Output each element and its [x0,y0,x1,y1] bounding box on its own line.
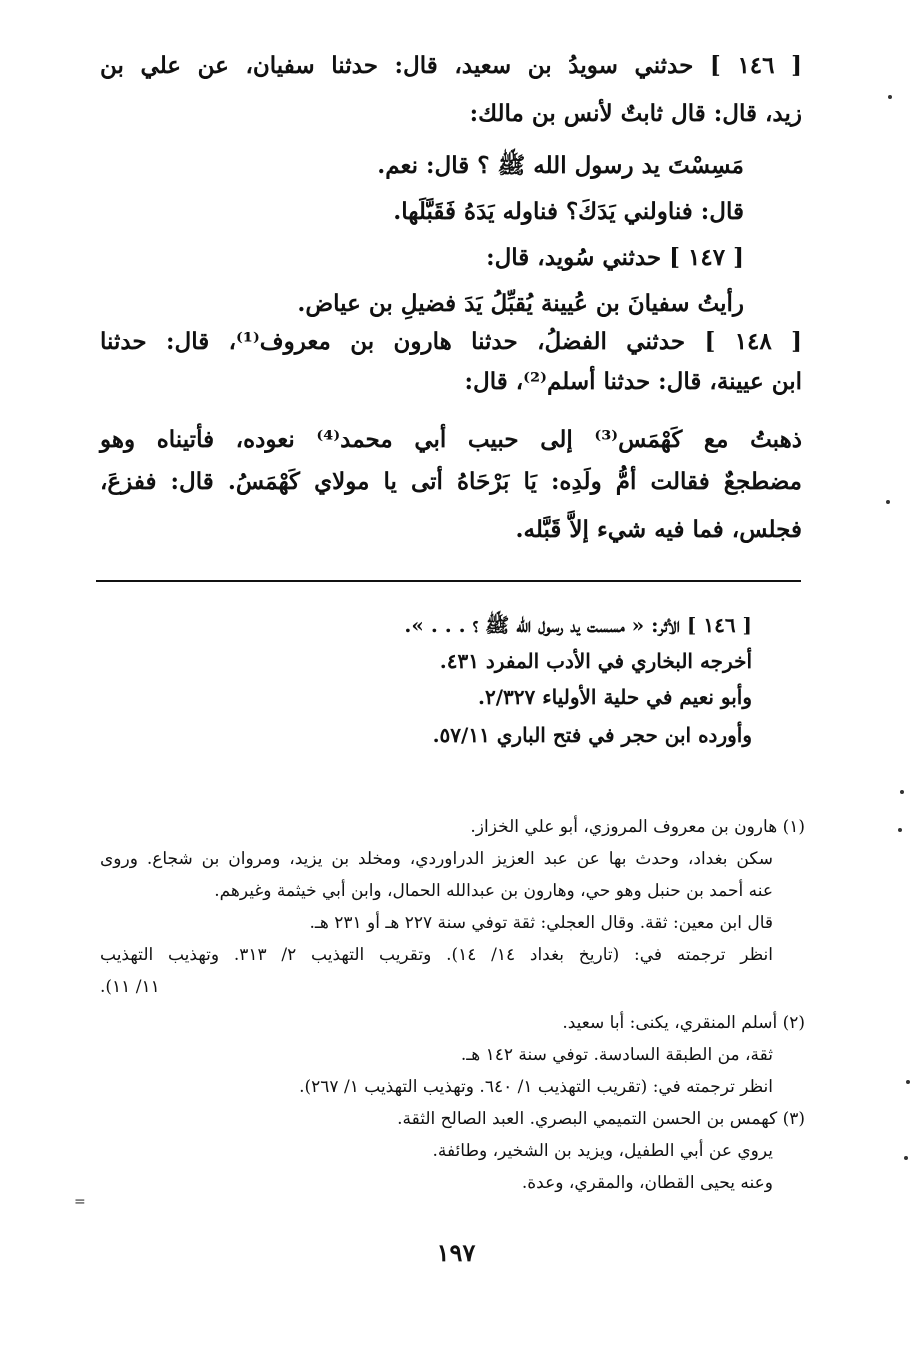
footnote-line: عنه أحمد بن حنبل وهو حي، وهارون بن عبدالله الحمال، وابن أبي خيثمة وغيرهم. [214,881,773,901]
footnote-line: سكن بغداد، وحدث بها عن عبد العزيز الدراوردي، ومخلد بن يزيد، ومروان بن شجاع. وروى [100,849,773,869]
takhrij-line: [ ١٤٦ ] الأثر: « مسست يد رسول الله ﷺ ؟ . . . ». [404,613,752,637]
main-text-line: زيد، قال: قال ثابتٌ لأنس بن مالك: [469,100,802,127]
footnote-line: انظر ترجمته في: (تقريب التهذيب ١/ ٦٤٠. وتهذيب التهذيب ١/ ٢٦٧). [299,1077,773,1097]
main-text-line: [ ١٤٧ ] حدثني سُويد، قال: [486,244,744,271]
footnote-marker: (١) [782,817,805,837]
takhrij-line: وأبو نعيم في حلية الأولياء ٢/٣٢٧. [478,685,752,709]
main-text-line: مضطجعٌ فقالت أمُّ ولَدِه: يَا بَرْحَاهُ أتى يا مولاي كَهْمَسُ. قال: ففزعَ، [100,468,802,495]
scan-speck [900,790,904,794]
footnote-marker: (٢) [782,1013,805,1033]
footnote-line: وعنه يحيى القطان، والمقري، وعدة. [521,1173,773,1193]
footnote-title: كهمس بن الحسن التميمي البصري. العبد الصالح الثقة. [397,1109,778,1129]
footnote-line: يروي عن أبي الطفيل، ويزيد بن الشخير، وطائفة. [432,1141,773,1161]
footnote-line: قال ابن معين: ثقة. وقال العجلي: ثقة توفي سنة ٢٢٧ هـ أو ٢٣١ هـ. [309,913,773,933]
footnote-3 [397,1104,805,1134]
footnote-title: هارون بن معروف المروزي، أبو علي الخزاز. [470,817,778,837]
margin-mark: = [74,1194,86,1210]
scan-speck [906,1080,910,1084]
scan-speck [888,95,892,99]
main-text-line: فجلس، فما فيه شيء إلاَّ قَبَّله. [515,516,802,543]
footnote-line: ثقة، من الطبقة السادسة. توفي سنة ١٤٢ هـ. [460,1045,773,1065]
main-text-line: [ ١٤٦ ] حدثني سويدُ بن سعيد، قال: حدثنا سفيان، عن علي بن [100,52,802,79]
footnote-divider [96,580,801,582]
footnote-line: انظر ترجمته في: (تاريخ بغداد ١٤/ ١٤). وتقريب التهذيب ٢/ ٣١٣. وتهذيب التهذيب [100,945,773,965]
scan-speck [904,1156,908,1160]
takhrij-line: وأورده ابن حجر في فتح الباري ٥٧/١١. [432,723,752,747]
main-text-line: [ ١٤٨ ] حدثني الفضلُ، حدثنا هارون بن معروف⁽¹⁾، قال: حدثنا [100,328,802,355]
scan-speck [898,828,902,832]
footnote-1 [470,812,805,842]
footnote-2 [562,1008,805,1038]
main-text-line: ابن عيينة، قال: حدثنا أسلم⁽²⁾، قال: [464,368,802,395]
footnote-line: ١١/ ١١). [100,977,160,997]
main-text-line: قال: فناولني يَدَكَ؟ فناوله يَدَهُ فَقَبَّلَها. [393,198,744,225]
footnote-marker: (٣) [782,1109,805,1129]
takhrij-line: أخرجه البخاري في الأدب المفرد ٤٣١. [439,649,752,673]
scan-speck [886,500,890,504]
page-number: ١٩٧ [436,1238,476,1267]
main-text-line: رأيتُ سفيانَ بن عُيينة يُقبِّلُ يَدَ فضيلِ بن عياض. [297,290,744,317]
main-text-line: ذهبتُ مع كَهْمَس⁽³⁾ إلى حبيب أبي محمد⁽⁴⁾ نعوده، فأتيناه وهو [100,426,802,453]
main-text-line: مَسِسْتَ يد رسول الله ﷺ ؟ قال: نعم. [377,152,744,179]
footnote-title: أسلم المنقري، يكنى: أبا سعيد. [562,1013,778,1033]
